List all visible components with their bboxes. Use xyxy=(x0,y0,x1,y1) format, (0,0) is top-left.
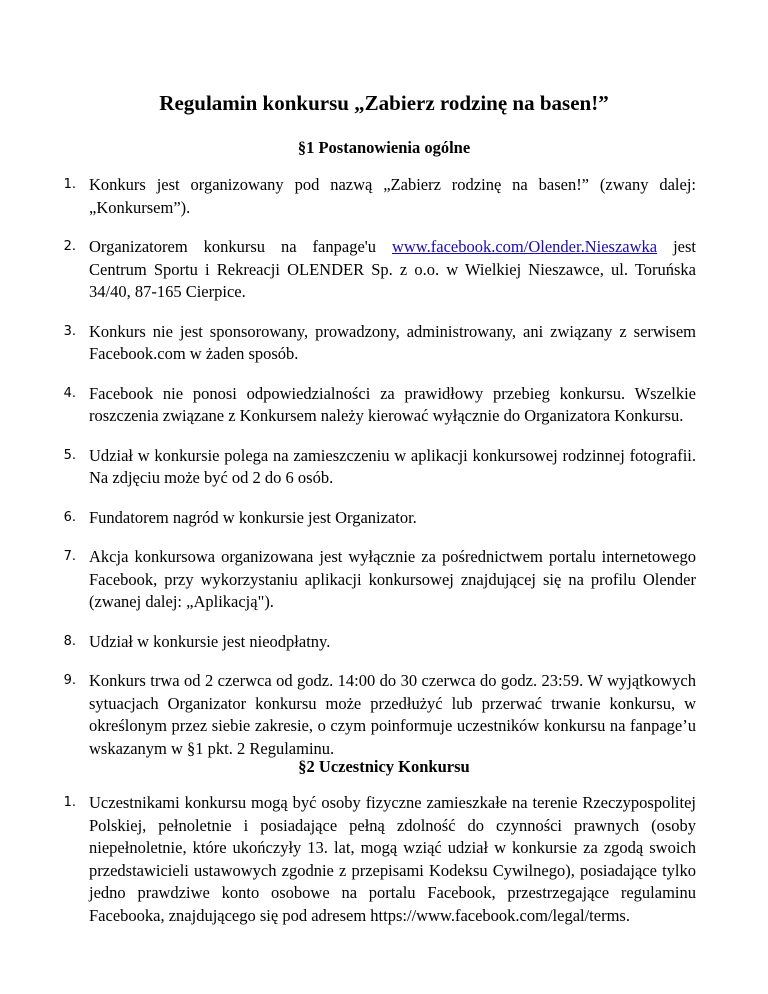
item-number: 5. xyxy=(63,447,76,463)
item-text: Uczestnikami konkursu mogą być osoby fizyczne zamieszkałe na terenie Rzeczypospolitej Polskiej, pełnoletnie i posiadające pełną zdolność do czynności prawnych (osoby niepełnoletnie, które ukończyły 13. lat, mogą wziąć udział w konkursie za zgodą swoich przedstawicieli ustawowych zgodnie z przepisami Kodeksu Cywilnego), posiadające tylko jedno prawdziwe konto osobowe na portalu Facebook, przestrzegające regulaminu Facebooka, znajdującego się pod adresem https://www.facebook.com/legal/terms. xyxy=(89,793,696,925)
list-item xyxy=(0,792,768,927)
item-number: 9. xyxy=(63,673,76,688)
section-2-list xyxy=(0,792,768,927)
section-1-heading: §1 Postanowienia ogólne xyxy=(297,138,471,157)
list-item xyxy=(0,631,768,654)
item-number: 3. xyxy=(63,323,76,339)
list-item xyxy=(0,546,768,614)
list-item xyxy=(0,507,768,530)
item-text: Udział w konkursie polega na zamieszczeniu w aplikacji konkursowej rodzinnej fotografii. Na zdjęciu może być od 2 do 6 osób. xyxy=(89,445,696,487)
list-item xyxy=(0,236,768,304)
list-item xyxy=(0,321,768,366)
section-1-list xyxy=(0,174,768,760)
item-text: Konkurs jest organizowany pod nazwą „Zabierz rodzinę na basen!” (zwany dalej: „Konkursem”). xyxy=(89,175,696,217)
section-2-heading: §2 Uczestnicy Konkursu xyxy=(298,757,470,776)
list-item xyxy=(0,670,768,760)
list-item xyxy=(0,383,768,428)
item-number: 2. xyxy=(63,239,76,254)
item-text: Konkurs trwa od 2 czerwca od godz. 14:00 do 30 czerwca do godz. 23:59. W wyjątkowych sytuacjach Organizator konkursu może przedłużyć lub przerwać trwanie konkursu, w określonym przez siebie zakresie, o czym poinformuje uczestników konkursu na fanpage’u wskazanym w §1 pkt. 2 Regulaminu. xyxy=(89,671,696,758)
item-text xyxy=(89,236,696,304)
item-number: 1. xyxy=(63,795,76,810)
item-number: 8. xyxy=(63,633,76,649)
item-text: Facebook nie ponosi odpowiedzialności za prawidłowy przebieg konkursu. Wszelkie roszczenia związane z Konkursem należy kierować wyłącznie do Organizatora Konkursu. xyxy=(89,383,696,425)
item-number: 4. xyxy=(63,385,76,401)
item-number: 7. xyxy=(63,549,76,564)
list-item xyxy=(0,445,768,490)
item-text: Udział w konkursie jest nieodpłatny. xyxy=(89,631,331,651)
item-text: Akcja konkursowa organizowana jest wyłącznie za pośrednictwem portalu internetowego Facebook, przy wykorzystaniu aplikacji konkursowej znajdującej się na profilu Olender (zwanej dalej: „Aplikacją"). xyxy=(89,547,696,611)
item-number: 1. xyxy=(63,177,76,192)
item-text-after-link: jest Centrum Sportu i Rekreacji OLENDER Sp. z o.o. w Wielkiej Nieszawce, ul. Toruńska 34/40, 87-165 Cierpice. xyxy=(89,237,696,301)
facebook-fanpage-link[interactable]: www.facebook.com/Olender.Nieszawka xyxy=(391,237,658,256)
list-item xyxy=(0,174,768,219)
document-title: Regulamin konkursu „Zabierz rodzinę na basen!” xyxy=(159,91,609,115)
item-text-before-link: Organizatorem konkursu na fanpage'u xyxy=(89,237,392,256)
item-text: Fundatorem nagród w konkursie jest Organizator. xyxy=(89,507,417,527)
item-text: Konkurs nie jest sponsorowany, prowadzony, administrowany, ani związany z serwisem Facebook.com w żaden sposób. xyxy=(89,321,696,363)
item-number: 6. xyxy=(63,509,76,525)
